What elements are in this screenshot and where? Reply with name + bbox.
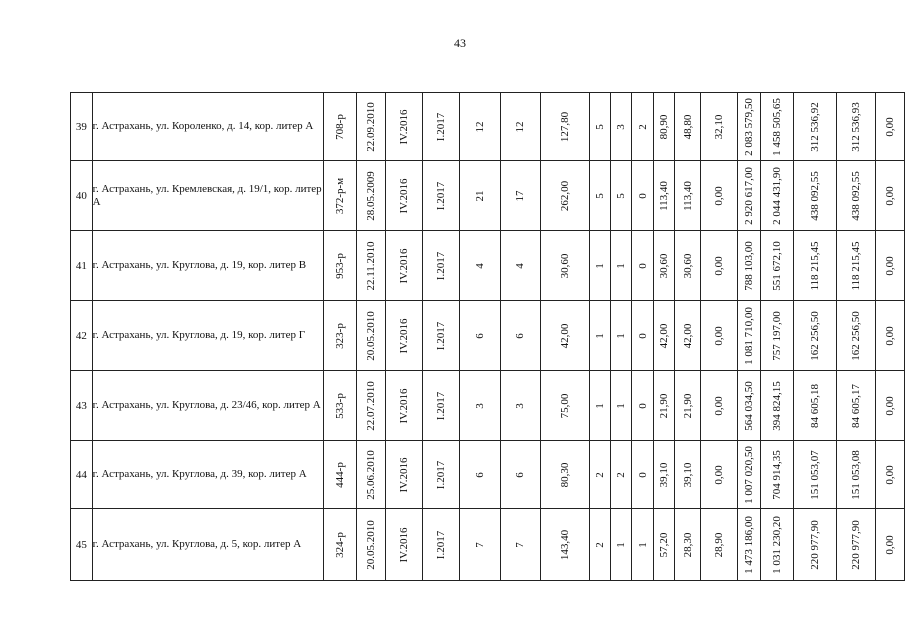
area-municipal: 0,00 xyxy=(713,325,726,346)
rooms-total: 5 xyxy=(593,123,606,130)
area-rooms-cell xyxy=(653,509,674,581)
cost-region-cell xyxy=(794,161,837,231)
cost-fund: 2 044 431,90 xyxy=(771,166,784,225)
area-rooms: 57,20 xyxy=(657,532,670,557)
cost-local: 84 605,17 xyxy=(849,383,862,428)
doc-number-cell xyxy=(324,301,357,371)
planned-end: I.2017 xyxy=(435,181,447,210)
cost-local-cell xyxy=(836,509,875,581)
residents-relocate-cell xyxy=(500,161,541,231)
rooms-total-cell xyxy=(589,301,610,371)
cost-total: 788 103,00 xyxy=(743,240,756,291)
rooms-total-cell xyxy=(589,509,610,581)
cost-local-cell xyxy=(836,301,875,371)
doc-date: 20.05.2010 xyxy=(365,310,378,361)
planned-start-cell xyxy=(386,93,423,161)
rooms-private: 3 xyxy=(615,123,628,130)
cost-region: 220 977,90 xyxy=(809,519,822,570)
cost-extra-cell xyxy=(875,371,904,441)
residents-total-cell xyxy=(459,301,500,371)
planned-end-cell xyxy=(423,509,460,581)
cost-local: 312 536,93 xyxy=(849,101,862,152)
residents-relocate-cell xyxy=(500,509,541,581)
rooms-private: 1 xyxy=(615,402,628,409)
planned-start: IV.2016 xyxy=(398,457,411,492)
rooms-private-cell xyxy=(611,301,632,371)
area-municipal-cell xyxy=(701,441,738,509)
doc-number: 708-р xyxy=(334,113,347,140)
cost-fund-cell xyxy=(761,509,794,581)
area-rooms-cell xyxy=(653,93,674,161)
residents-relocate: 6 xyxy=(514,332,527,339)
area-total: 143,40 xyxy=(559,529,572,560)
doc-number: 324-р xyxy=(334,531,347,558)
doc-date-cell xyxy=(357,301,386,371)
rooms-municipal-cell xyxy=(632,371,653,441)
planned-start: IV.2016 xyxy=(398,318,411,353)
cost-region-cell xyxy=(794,371,837,441)
area-municipal-cell xyxy=(701,301,738,371)
cost-total-cell xyxy=(738,509,761,581)
area-total-cell xyxy=(541,161,589,231)
rooms-private: 1 xyxy=(615,332,628,339)
planned-end: I.2017 xyxy=(435,460,447,489)
residents-total: 21 xyxy=(473,190,486,201)
planned-start: IV.2016 xyxy=(398,527,411,562)
cost-fund: 394 824,15 xyxy=(771,380,784,431)
cost-fund-cell xyxy=(761,371,794,441)
residents-total-cell xyxy=(459,371,500,441)
rooms-private: 5 xyxy=(615,192,628,199)
doc-number: 953-р xyxy=(334,252,347,279)
area-municipal-cell xyxy=(701,371,738,441)
residents-total-cell xyxy=(459,161,500,231)
area-municipal: 28,90 xyxy=(713,532,726,557)
cost-local-cell xyxy=(836,231,875,301)
doc-number: 323-р xyxy=(334,322,347,349)
row-number: 43 xyxy=(71,371,93,441)
area-private: 113,40 xyxy=(681,180,694,211)
residents-relocate-cell xyxy=(500,231,541,301)
cost-extra-cell xyxy=(875,231,904,301)
residents-relocate: 4 xyxy=(514,262,527,269)
cost-extra: 0,00 xyxy=(883,464,896,485)
area-total-cell xyxy=(541,441,589,509)
area-private-cell xyxy=(675,301,701,371)
area-private-cell xyxy=(675,441,701,509)
cost-local-cell xyxy=(836,161,875,231)
rooms-total: 1 xyxy=(593,262,606,269)
doc-date-cell xyxy=(357,93,386,161)
rooms-municipal-cell xyxy=(632,441,653,509)
doc-number-cell xyxy=(324,93,357,161)
area-total: 42,00 xyxy=(559,323,572,348)
cost-region: 118 215,45 xyxy=(809,240,822,291)
row-number: 44 xyxy=(71,441,93,509)
rooms-total-cell xyxy=(589,371,610,441)
cost-fund: 1 458 505,65 xyxy=(771,97,784,156)
rooms-private: 1 xyxy=(615,262,628,269)
area-total-cell xyxy=(541,301,589,371)
doc-date: 22.07.2010 xyxy=(365,380,378,431)
planned-start-cell xyxy=(386,301,423,371)
doc-date: 22.09.2010 xyxy=(365,101,378,152)
residents-relocate-cell xyxy=(500,93,541,161)
cost-total: 1 007 020,50 xyxy=(743,445,756,504)
rooms-private-cell xyxy=(611,509,632,581)
residents-relocate: 17 xyxy=(514,190,527,201)
area-total-cell xyxy=(541,231,589,301)
rooms-total: 1 xyxy=(593,332,606,339)
area-rooms: 39,10 xyxy=(657,462,670,487)
planned-end: I.2017 xyxy=(435,530,447,559)
cost-total: 1 473 186,00 xyxy=(743,515,756,574)
residents-total: 12 xyxy=(473,121,486,132)
address-cell: г. Астрахань, ул. Круглова, д. 23/46, кор. литер А xyxy=(92,371,324,441)
area-private-cell xyxy=(675,161,701,231)
table-row xyxy=(71,161,905,231)
area-municipal: 0,00 xyxy=(713,185,726,206)
doc-number: 444-р xyxy=(334,461,347,488)
area-private: 30,60 xyxy=(681,253,694,278)
area-total: 262,00 xyxy=(559,180,572,211)
cost-total-cell xyxy=(738,441,761,509)
doc-number-cell xyxy=(324,231,357,301)
residents-relocate-cell xyxy=(500,371,541,441)
table-row xyxy=(71,93,905,161)
cost-region-cell xyxy=(794,93,837,161)
table-row xyxy=(71,371,905,441)
area-municipal-cell xyxy=(701,231,738,301)
cost-total-cell xyxy=(738,231,761,301)
cost-extra: 0,00 xyxy=(883,325,896,346)
area-municipal: 32,10 xyxy=(713,114,726,139)
planned-end-cell xyxy=(423,371,460,441)
planned-end: I.2017 xyxy=(435,391,447,420)
residents-relocate: 12 xyxy=(514,121,527,132)
rooms-total-cell xyxy=(589,441,610,509)
doc-number: 533-р xyxy=(334,392,347,419)
cost-fund-cell xyxy=(761,441,794,509)
residents-total-cell xyxy=(459,509,500,581)
address-cell: г. Астрахань, ул. Короленко, д. 14, кор. литер А xyxy=(92,93,324,161)
doc-number-cell xyxy=(324,161,357,231)
rooms-municipal-cell xyxy=(632,231,653,301)
row-number: 40 xyxy=(71,161,93,231)
area-rooms-cell xyxy=(653,441,674,509)
area-rooms-cell xyxy=(653,231,674,301)
cost-region-cell xyxy=(794,301,837,371)
cost-extra-cell xyxy=(875,93,904,161)
housing-register-table xyxy=(70,92,905,581)
residents-relocate-cell xyxy=(500,301,541,371)
area-private-cell xyxy=(675,509,701,581)
residents-total: 3 xyxy=(473,402,486,409)
area-total: 127,80 xyxy=(559,111,572,142)
cost-region: 151 053,07 xyxy=(809,449,822,500)
area-private: 39,10 xyxy=(681,462,694,487)
area-private-cell xyxy=(675,231,701,301)
rooms-private: 2 xyxy=(615,471,628,478)
area-municipal: 0,00 xyxy=(713,395,726,416)
cost-total-cell xyxy=(738,161,761,231)
area-municipal-cell xyxy=(701,161,738,231)
cost-extra-cell xyxy=(875,509,904,581)
rooms-private-cell xyxy=(611,231,632,301)
cost-extra: 0,00 xyxy=(883,534,896,555)
area-rooms: 30,60 xyxy=(657,253,670,278)
cost-total: 2 920 617,00 xyxy=(743,166,756,225)
cost-region-cell xyxy=(794,509,837,581)
planned-end-cell xyxy=(423,231,460,301)
residents-total: 7 xyxy=(473,541,486,548)
area-rooms-cell xyxy=(653,371,674,441)
cost-local: 118 215,45 xyxy=(849,240,862,291)
planned-start: IV.2016 xyxy=(398,388,411,423)
cost-fund-cell xyxy=(761,231,794,301)
cost-extra-cell xyxy=(875,301,904,371)
residents-total-cell xyxy=(459,231,500,301)
residents-relocate: 7 xyxy=(514,541,527,548)
area-private: 21,90 xyxy=(681,393,694,418)
area-private: 28,30 xyxy=(681,532,694,557)
rooms-municipal-cell xyxy=(632,93,653,161)
rooms-municipal-cell xyxy=(632,161,653,231)
rooms-total: 1 xyxy=(593,402,606,409)
cost-fund: 704 914,35 xyxy=(771,449,784,500)
area-municipal: 0,00 xyxy=(713,255,726,276)
address-cell: г. Астрахань, ул. Круглова, д. 19, кор. литер В xyxy=(92,231,324,301)
residents-total-cell xyxy=(459,93,500,161)
cost-total: 2 083 579,50 xyxy=(743,97,756,156)
rooms-municipal: 0 xyxy=(636,402,649,409)
rooms-private-cell xyxy=(611,441,632,509)
cost-fund: 1 031 230,20 xyxy=(771,515,784,574)
table-row xyxy=(71,231,905,301)
area-total-cell xyxy=(541,93,589,161)
table-row xyxy=(71,441,905,509)
cost-extra: 0,00 xyxy=(883,255,896,276)
cost-region-cell xyxy=(794,441,837,509)
rooms-total: 5 xyxy=(593,192,606,199)
cost-fund: 551 672,10 xyxy=(771,240,784,291)
cost-region: 312 536,92 xyxy=(809,101,822,152)
cost-extra: 0,00 xyxy=(883,116,896,137)
area-municipal-cell xyxy=(701,509,738,581)
rooms-private: 1 xyxy=(615,541,628,548)
rooms-municipal: 0 xyxy=(636,192,649,199)
rooms-municipal: 0 xyxy=(636,262,649,269)
doc-date-cell xyxy=(357,509,386,581)
cost-total: 1 081 710,00 xyxy=(743,306,756,365)
planned-end-cell xyxy=(423,301,460,371)
cost-region: 84 605,18 xyxy=(809,383,822,428)
row-number: 39 xyxy=(71,93,93,161)
rooms-municipal: 1 xyxy=(636,541,649,548)
doc-number-cell xyxy=(324,509,357,581)
area-private: 42,00 xyxy=(681,323,694,348)
area-rooms-cell xyxy=(653,301,674,371)
residents-total: 6 xyxy=(473,332,486,339)
residents-total: 6 xyxy=(473,471,486,478)
doc-date: 20.05.2010 xyxy=(365,519,378,570)
cost-total-cell xyxy=(738,301,761,371)
cost-fund-cell xyxy=(761,161,794,231)
row-number: 41 xyxy=(71,231,93,301)
planned-end: I.2017 xyxy=(435,112,447,141)
planned-start-cell xyxy=(386,371,423,441)
doc-date-cell xyxy=(357,231,386,301)
planned-start: IV.2016 xyxy=(398,178,411,213)
table-row xyxy=(71,301,905,371)
planned-start-cell xyxy=(386,161,423,231)
planned-start-cell xyxy=(386,441,423,509)
row-number: 42 xyxy=(71,301,93,371)
area-rooms: 113,40 xyxy=(657,180,670,211)
doc-date: 22.11.2010 xyxy=(365,240,378,291)
doc-date-cell xyxy=(357,441,386,509)
rooms-private-cell xyxy=(611,93,632,161)
cost-extra-cell xyxy=(875,441,904,509)
cost-local: 220 977,90 xyxy=(849,519,862,570)
residents-total-cell xyxy=(459,441,500,509)
cost-region: 438 092,55 xyxy=(809,170,822,221)
rooms-total-cell xyxy=(589,161,610,231)
address-cell: г. Астрахань, ул. Круглова, д. 5, кор. литер А xyxy=(92,509,324,581)
planned-end-cell xyxy=(423,441,460,509)
cost-fund: 757 197,00 xyxy=(771,310,784,361)
planned-start-cell xyxy=(386,231,423,301)
cost-local: 438 092,55 xyxy=(849,170,862,221)
doc-date-cell xyxy=(357,161,386,231)
rooms-private-cell xyxy=(611,161,632,231)
cost-extra-cell xyxy=(875,161,904,231)
planned-end-cell xyxy=(423,93,460,161)
residents-relocate-cell xyxy=(500,441,541,509)
doc-date: 25.06.2010 xyxy=(365,449,378,500)
rooms-total-cell xyxy=(589,231,610,301)
rooms-municipal-cell xyxy=(632,509,653,581)
rooms-municipal: 0 xyxy=(636,332,649,339)
address-cell: г. Астрахань, ул. Круглова, д. 39, кор. литер А xyxy=(92,441,324,509)
doc-number-cell xyxy=(324,441,357,509)
area-private-cell xyxy=(675,93,701,161)
planned-end: I.2017 xyxy=(435,321,447,350)
cost-region-cell xyxy=(794,231,837,301)
doc-number: 372-р-м xyxy=(334,177,347,214)
planned-start: IV.2016 xyxy=(398,109,411,144)
area-private-cell xyxy=(675,371,701,441)
area-municipal: 0,00 xyxy=(713,464,726,485)
rooms-total: 2 xyxy=(593,471,606,478)
residents-total: 4 xyxy=(473,262,486,269)
table-row xyxy=(71,509,905,581)
area-rooms: 80,90 xyxy=(657,114,670,139)
cost-total-cell xyxy=(738,93,761,161)
planned-start-cell xyxy=(386,509,423,581)
planned-start: IV.2016 xyxy=(398,248,411,283)
address-cell: г. Астрахань, ул. Круглова, д. 19, кор. литер Г xyxy=(92,301,324,371)
cost-total-cell xyxy=(738,371,761,441)
area-total: 80,30 xyxy=(559,462,572,487)
cost-local-cell xyxy=(836,371,875,441)
planned-end-cell xyxy=(423,161,460,231)
cost-extra: 0,00 xyxy=(883,185,896,206)
cost-local-cell xyxy=(836,93,875,161)
page-number: 43 xyxy=(454,36,466,50)
area-municipal-cell xyxy=(701,93,738,161)
rooms-municipal-cell xyxy=(632,301,653,371)
area-total-cell xyxy=(541,509,589,581)
cost-extra: 0,00 xyxy=(883,395,896,416)
area-total: 75,00 xyxy=(559,393,572,418)
residents-relocate: 3 xyxy=(514,402,527,409)
row-number: 45 xyxy=(71,509,93,581)
planned-end: I.2017 xyxy=(435,251,447,280)
rooms-total: 2 xyxy=(593,541,606,548)
cost-fund-cell xyxy=(761,93,794,161)
area-total: 30,60 xyxy=(559,253,572,278)
area-total-cell xyxy=(541,371,589,441)
rooms-total-cell xyxy=(589,93,610,161)
cost-local-cell xyxy=(836,441,875,509)
cost-fund-cell xyxy=(761,301,794,371)
cost-region: 162 256,50 xyxy=(809,310,822,361)
residents-relocate: 6 xyxy=(514,471,527,478)
doc-number-cell xyxy=(324,371,357,441)
doc-date: 28.05.2009 xyxy=(365,170,378,221)
rooms-municipal: 0 xyxy=(636,471,649,478)
address-cell: г. Астрахань, ул. Кремлевская, д. 19/1, кор. литер А xyxy=(92,161,324,231)
area-rooms-cell xyxy=(653,161,674,231)
doc-date-cell xyxy=(357,371,386,441)
area-rooms: 21,90 xyxy=(657,393,670,418)
cost-local: 162 256,50 xyxy=(849,310,862,361)
rooms-private-cell xyxy=(611,371,632,441)
rooms-municipal: 2 xyxy=(636,123,649,130)
area-rooms: 42,00 xyxy=(657,323,670,348)
cost-local: 151 053,08 xyxy=(849,449,862,500)
area-private: 48,80 xyxy=(681,114,694,139)
cost-total: 564 034,50 xyxy=(743,380,756,431)
